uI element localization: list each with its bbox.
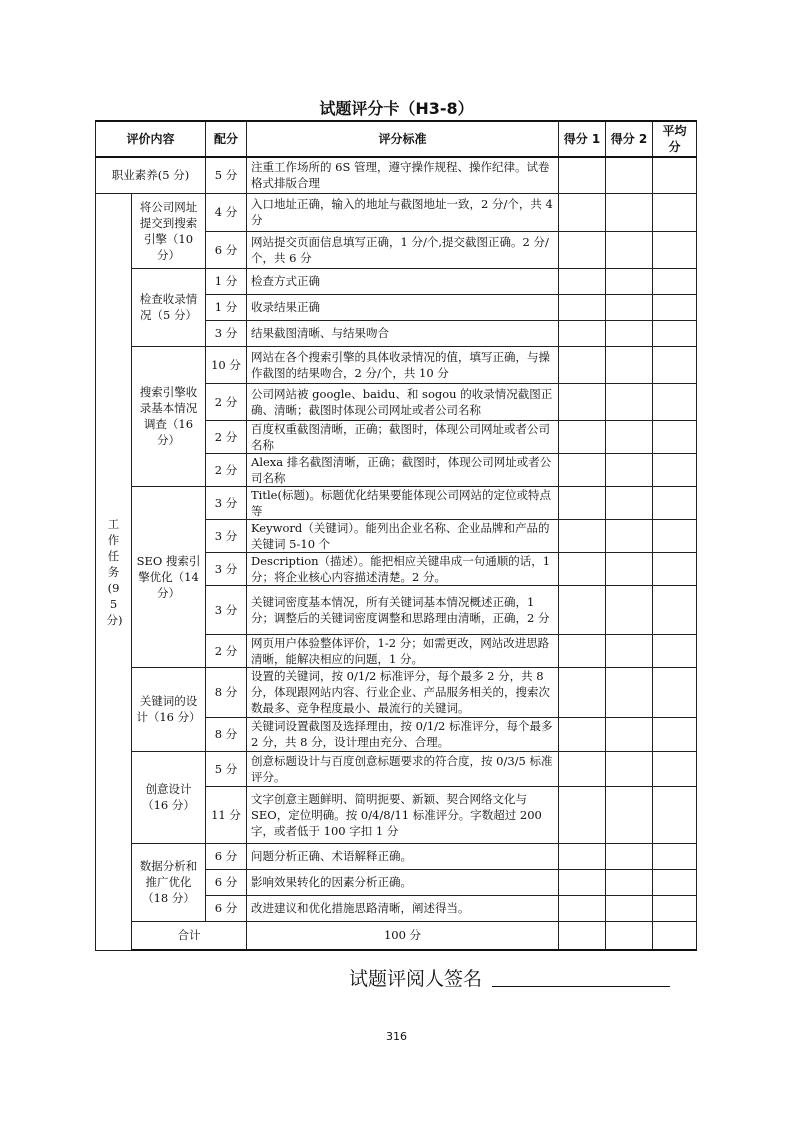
avg-cell[interactable] xyxy=(653,717,697,751)
points-cell: 6 分 xyxy=(206,231,247,268)
score2-cell[interactable] xyxy=(606,453,653,486)
standard-cell: 设置的关键词，按 0/1/2 标准评分，每个最多 2 分，共 8 分，体现跟网站内容、行业企业、产品服务相关的，搜索次数最多、竞争程度最小、最流行的关键词。 xyxy=(247,667,559,717)
points-cell: 2 分 xyxy=(206,634,247,667)
points-cell: 6 分 xyxy=(206,869,247,895)
category-label: 数据分析和推广优化（18 分） xyxy=(132,843,206,921)
points-cell: 2 分 xyxy=(206,383,247,420)
table-row xyxy=(96,486,697,519)
score2-cell[interactable] xyxy=(606,193,653,231)
page-number: 316 xyxy=(386,1030,407,1043)
standard-cell: Keyword（关键词）。能列出企业名称、企业品牌和产品的关键词 5-10 个 xyxy=(247,519,559,552)
score2-cell[interactable] xyxy=(606,869,653,895)
score1-cell[interactable] xyxy=(559,346,606,383)
table-row xyxy=(96,843,697,869)
avg-cell[interactable] xyxy=(653,843,697,869)
standard-cell: 百度权重截图清晰，正确；截图时，体现公司网址或者公司名称 xyxy=(247,420,559,453)
avg-cell[interactable] xyxy=(653,519,697,552)
points-cell: 3 分 xyxy=(206,320,247,346)
total-label: 合计 xyxy=(132,921,247,950)
points-cell: 3 分 xyxy=(206,585,247,634)
points-cell: 8 分 xyxy=(206,717,247,751)
standard-cell: 网站在各个搜索引擎的具体收录情况的值，填写正确，与操作截图的结果吻合，2 分/个，共 10 分 xyxy=(247,346,559,383)
score1-cell[interactable] xyxy=(559,895,606,921)
avg-cell[interactable] xyxy=(653,193,697,231)
header-content: 评价内容 xyxy=(96,121,206,157)
score2-cell[interactable] xyxy=(606,843,653,869)
table-row xyxy=(96,667,697,717)
signature-label: 试题评阅人签名 xyxy=(349,968,483,990)
avg-cell[interactable] xyxy=(653,420,697,453)
points-cell: 10 分 xyxy=(206,346,247,383)
signature-line[interactable] xyxy=(492,986,670,987)
standard-cell: 关键词设置截图及选择理由，按 0/1/2 标准评分，每个最多 2 分，共 8 分，设计理由充分、合理。 xyxy=(247,717,559,751)
avg-cell[interactable] xyxy=(653,268,697,294)
score2-cell[interactable] xyxy=(606,294,653,320)
avg-cell[interactable] xyxy=(653,320,697,346)
score1-cell[interactable] xyxy=(559,320,606,346)
score1-cell[interactable] xyxy=(559,786,606,843)
header-standard: 评分标准 xyxy=(247,121,559,157)
score2-cell[interactable] xyxy=(606,519,653,552)
avg-cell[interactable] xyxy=(653,486,697,519)
points-cell: 1 分 xyxy=(206,268,247,294)
score1-cell[interactable] xyxy=(606,921,653,950)
score1-cell[interactable] xyxy=(559,486,606,519)
score1-cell[interactable] xyxy=(559,585,606,634)
score2-cell[interactable] xyxy=(606,486,653,519)
score2-cell[interactable] xyxy=(653,921,697,950)
avg-cell[interactable] xyxy=(653,585,697,634)
score1-cell[interactable] xyxy=(559,519,606,552)
score1-cell[interactable] xyxy=(559,294,606,320)
avg-cell[interactable] xyxy=(653,453,697,486)
points-cell: 5 分 xyxy=(206,751,247,786)
score2-cell[interactable] xyxy=(606,383,653,420)
standard-cell: 注重工作场所的 6S 管理，遵守操作规程、操作纪律。试卷格式排版合理 xyxy=(247,157,559,193)
standard-cell: 影响效果转化的因素分析正确。 xyxy=(247,869,559,895)
standard-cell: 入口地址正确，输入的地址与截图地址一致，2 分/个，共 4 分 xyxy=(247,193,559,231)
score2-cell[interactable] xyxy=(606,786,653,843)
score2-cell[interactable] xyxy=(606,346,653,383)
points-cell: 5 分 xyxy=(206,157,247,193)
header-score2: 得分 2 xyxy=(606,121,653,157)
score1-cell[interactable] xyxy=(559,751,606,786)
score1-cell[interactable] xyxy=(559,231,606,268)
points-cell: 2 分 xyxy=(206,453,247,486)
score2-cell[interactable] xyxy=(606,320,653,346)
scoring-table xyxy=(95,120,697,951)
score1-cell[interactable] xyxy=(559,667,606,717)
category-label: 检查收录情况（5 分） xyxy=(132,268,206,346)
standard-cell: 改进建议和优化措施思路清晰，阐述得当。 xyxy=(247,895,559,921)
score2-cell[interactable] xyxy=(606,751,653,786)
total-points: 100 分 xyxy=(247,921,559,950)
standard-cell: Alexa 排名截图清晰，正确；截图时，体现公司网址或者公司名称 xyxy=(247,453,559,486)
standard-cell: 公司网站被 google、baidu、和 sogou 的收录情况截图正确、清晰；截图时体现公司网址或者公司名称 xyxy=(247,383,559,420)
score1-cell[interactable] xyxy=(559,843,606,869)
score1-cell[interactable] xyxy=(559,383,606,420)
score1-cell[interactable] xyxy=(559,268,606,294)
table-header-row xyxy=(96,121,697,157)
table-row xyxy=(96,157,697,193)
category-label: SEO 搜索引擎优化（14 分） xyxy=(132,486,206,667)
score1-cell[interactable] xyxy=(559,552,606,585)
score2-cell[interactable] xyxy=(606,667,653,717)
table-row xyxy=(96,346,697,383)
standard-cell: 关键词密度基本情况，所有关键词基本情况概述正确，1 分；调整后的关键词密度调整和思路理由清晰，正确，2 分 xyxy=(247,585,559,634)
score2-cell[interactable] xyxy=(606,552,653,585)
standard-cell: Description（描述）。能把相应关键串成一句通顺的话，1 分；将企业核心内容描述清楚。2 分。 xyxy=(247,552,559,585)
category-label: 创意设计（16 分） xyxy=(132,751,206,843)
points-cell: 3 分 xyxy=(206,552,247,585)
score2-cell[interactable] xyxy=(606,585,653,634)
score2-cell[interactable] xyxy=(606,268,653,294)
category-label: 搜索引擎收录基本情况调查（16 分） xyxy=(132,346,206,486)
points-cell: 8 分 xyxy=(206,667,247,717)
standard-cell xyxy=(559,921,606,950)
avg-cell[interactable] xyxy=(653,895,697,921)
points-cell: 3 分 xyxy=(206,486,247,519)
points-cell: 1 分 xyxy=(206,294,247,320)
avg-cell[interactable] xyxy=(653,869,697,895)
score1-cell[interactable] xyxy=(559,717,606,751)
avg-cell[interactable] xyxy=(653,231,697,268)
professional-label: 职业素养(5 分) xyxy=(96,157,206,193)
header-points: 配分 xyxy=(206,121,247,157)
avg-cell[interactable] xyxy=(653,157,697,193)
score1-cell[interactable] xyxy=(559,869,606,895)
score2-cell[interactable] xyxy=(606,157,653,193)
standard-cell: 网站提交页面信息填写正确，1 分/个,提交截图正确。2 分/个，共 6 分 xyxy=(247,231,559,268)
avg-cell[interactable] xyxy=(653,634,697,667)
page-title: 试题评分卡（H3-8） xyxy=(319,99,474,118)
work-task-label: 工作任务(95分) xyxy=(96,193,132,950)
score2-cell[interactable] xyxy=(606,717,653,751)
avg-cell[interactable] xyxy=(653,552,697,585)
points-cell: 4 分 xyxy=(206,193,247,231)
score2-cell[interactable] xyxy=(606,895,653,921)
score1-cell[interactable] xyxy=(559,634,606,667)
score1-cell[interactable] xyxy=(559,453,606,486)
avg-cell[interactable] xyxy=(653,383,697,420)
avg-cell[interactable] xyxy=(653,786,697,843)
score1-cell[interactable] xyxy=(559,193,606,231)
table-row xyxy=(96,268,697,294)
category-label: 将公司网址提交到搜索引擎（10 分） xyxy=(132,193,206,268)
standard-cell: 文字创意主题鲜明、简明扼要、新颖、契合网络文化与SEO，定位明确。按 0/4/8/11 标准评分。字数超过 200 字，或者低于 100 字扣 1 分 xyxy=(247,786,559,843)
score2-cell[interactable] xyxy=(606,231,653,268)
standard-cell: 检查方式正确 xyxy=(247,268,559,294)
score2-cell[interactable] xyxy=(606,420,653,453)
standard-cell: 网页用户体验整体评价，1-2 分；如需更改，网站改进思路清晰，能解决相应的问题，1 分。 xyxy=(247,634,559,667)
points-cell: 6 分 xyxy=(206,895,247,921)
standard-cell: Title(标题)。标题优化结果要能体现公司网站的定位或特点等 xyxy=(247,486,559,519)
standard-cell: 收录结果正确 xyxy=(247,294,559,320)
points-cell: 11 分 xyxy=(206,786,247,843)
score1-cell[interactable] xyxy=(559,420,606,453)
table-row xyxy=(96,193,697,231)
points-cell: 3 分 xyxy=(206,519,247,552)
standard-cell: 结果截图清晰、与结果吻合 xyxy=(247,320,559,346)
total-row xyxy=(96,921,697,950)
avg-cell[interactable] xyxy=(653,294,697,320)
category-label: 关键词的设计（16 分） xyxy=(132,667,206,751)
points-cell: 2 分 xyxy=(206,420,247,453)
standard-cell: 创意标题设计与百度创意标题要求的符合度，按 0/3/5 标准评分。 xyxy=(247,751,559,786)
standard-cell: 问题分析正确、术语解释正确。 xyxy=(247,843,559,869)
score2-cell[interactable] xyxy=(606,634,653,667)
header-avg: 平均分 xyxy=(653,121,697,157)
points-cell: 6 分 xyxy=(206,843,247,869)
avg-cell[interactable] xyxy=(653,751,697,786)
header-score1: 得分 1 xyxy=(559,121,606,157)
avg-cell[interactable] xyxy=(653,346,697,383)
table-row xyxy=(96,751,697,786)
avg-cell[interactable] xyxy=(653,667,697,717)
score1-cell[interactable] xyxy=(559,157,606,193)
